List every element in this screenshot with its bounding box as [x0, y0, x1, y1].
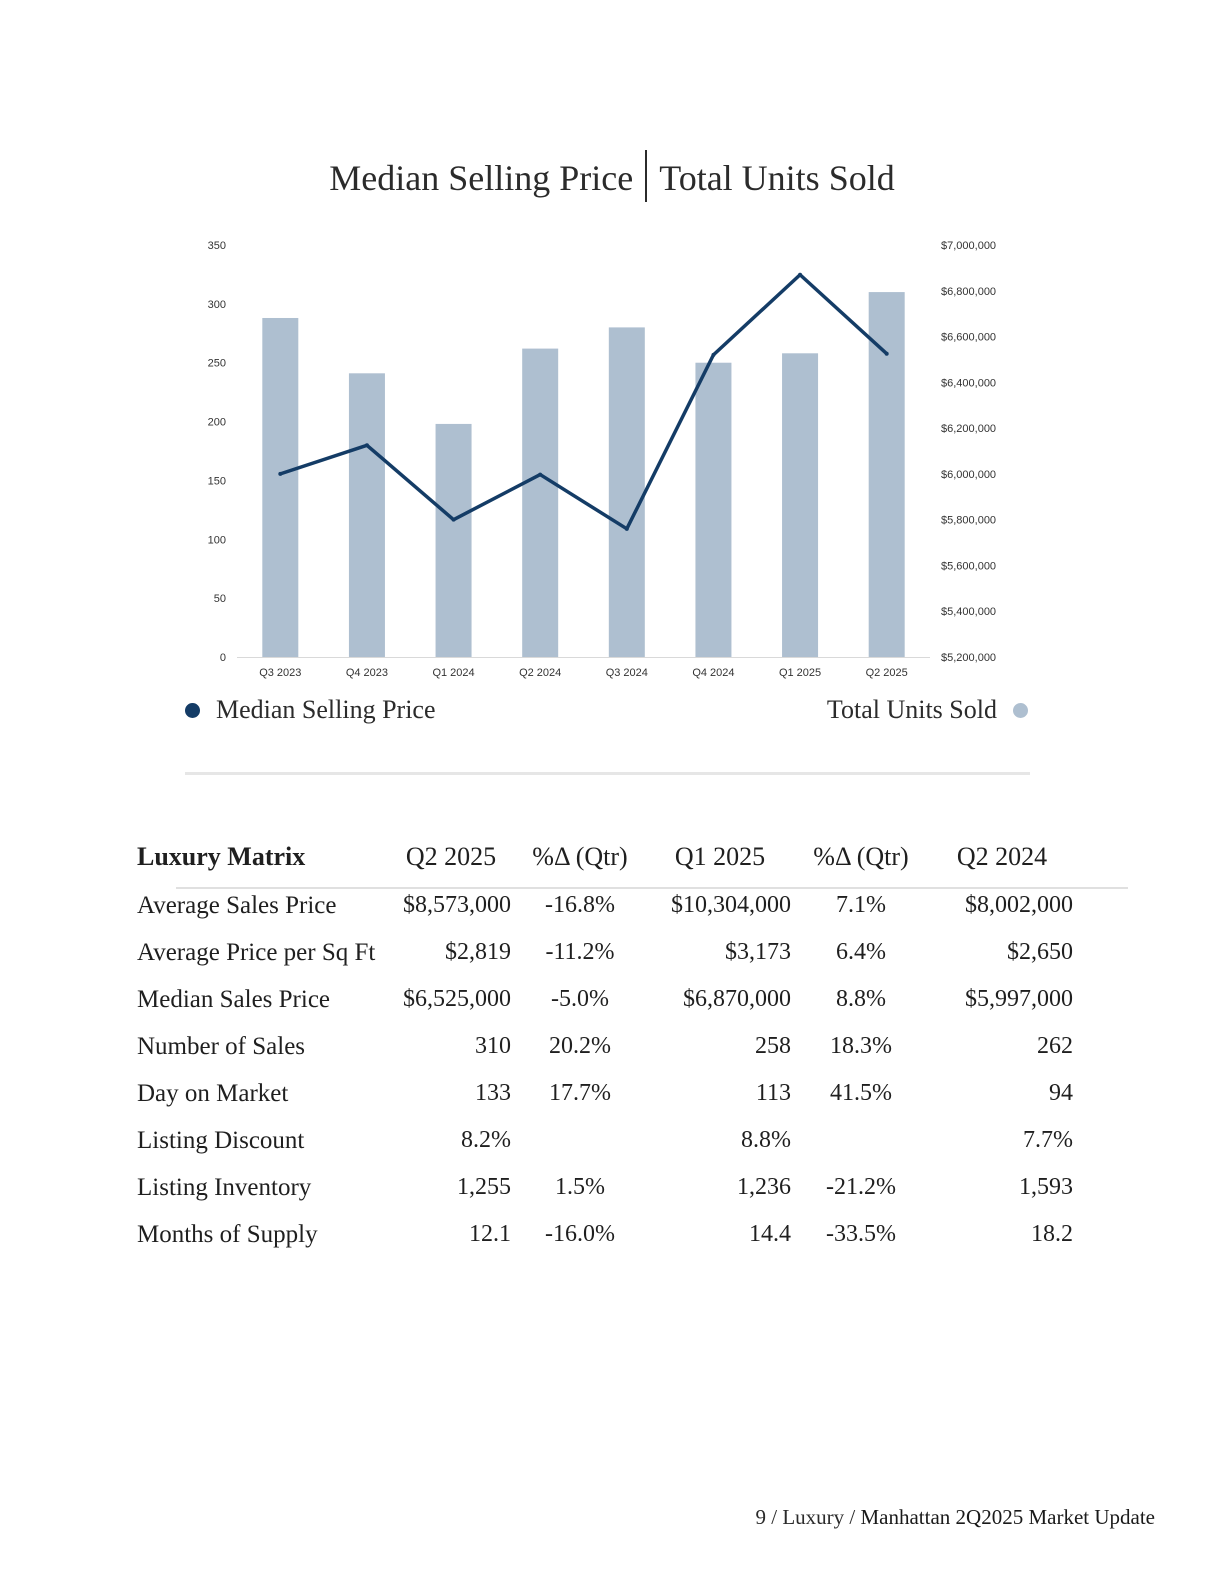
luxury-matrix-table [137, 832, 1077, 1258]
header-q2-2025: Q2 2025 [405, 842, 497, 871]
cell-pct-1 [515, 1117, 645, 1164]
header-q1-2025: Q1 2025 [674, 842, 766, 871]
line-point-median-selling-price [365, 443, 369, 447]
cell-pct-2: 6.4% [836, 939, 886, 965]
right-axis-tick-label: $6,800,000 [941, 285, 997, 298]
header-pct-change-1: %Δ (Qtr) [532, 842, 628, 871]
cell-q2-2024: 18.2 [1031, 1221, 1073, 1247]
right-axis-tick-label: $6,200,000 [941, 423, 997, 436]
table-row [137, 1070, 1077, 1117]
cell-q1-2025: 1,236 [737, 1174, 791, 1200]
page-footer: 9 / Luxury / Manhattan 2Q2025 Market Update [755, 1505, 1155, 1529]
footer-page-number: 9 [755, 1505, 766, 1529]
row-label: Day on Market [137, 1079, 289, 1107]
right-axis-tick-label: $5,600,000 [941, 560, 997, 573]
right-axis-tick-label: $6,400,000 [941, 377, 997, 390]
cell-q2-2024: $2,650 [1007, 939, 1073, 965]
cell-pct-1: 17.7% [549, 1080, 611, 1106]
right-axis-tick-label: $6,000,000 [941, 468, 997, 481]
bar-total-units-sold [262, 318, 298, 657]
bar-total-units-sold [436, 424, 472, 657]
bar-total-units-sold [349, 373, 385, 657]
cell-pct-2: -21.2% [826, 1174, 896, 1200]
legend-bar-label: Total Units Sold [826, 695, 997, 724]
table-row [137, 882, 1077, 929]
legend-line-marker [185, 703, 200, 718]
x-axis-tick-label: Q3 2024 [605, 667, 648, 679]
cell-q2-2024: 262 [1037, 1033, 1073, 1059]
bar-total-units-sold [869, 292, 905, 657]
legend-line [185, 695, 436, 725]
footer-section: Luxury [782, 1505, 845, 1529]
x-axis-tick-label: Q2 2024 [519, 667, 562, 679]
cell-q1-2025: 258 [755, 1033, 791, 1059]
legend-bar-marker [1013, 703, 1028, 718]
cell-q2-2025: $6,525,000 [403, 986, 511, 1012]
cell-q1-2025: $3,173 [725, 939, 791, 965]
line-point-median-selling-price [798, 273, 802, 277]
cell-q2-2025: 12.1 [469, 1221, 511, 1247]
line-point-median-selling-price [278, 472, 282, 476]
table-row [137, 1164, 1077, 1211]
cell-pct-1: -5.0% [551, 986, 609, 1012]
cell-q2-2024: $5,997,000 [965, 986, 1073, 1012]
cell-pct-1: -16.8% [545, 892, 615, 918]
table-header-row [137, 832, 1077, 882]
left-axis-tick-label: 100 [207, 534, 226, 547]
cell-pct-2: 7.1% [836, 892, 886, 918]
x-axis-tick-label: Q1 2024 [432, 667, 475, 679]
left-axis-tick-label: 0 [219, 652, 226, 664]
cell-pct-1: 1.5% [555, 1174, 605, 1200]
bar-total-units-sold [522, 349, 558, 657]
right-axis-tick-label: $6,600,000 [941, 331, 997, 344]
cell-pct-2: -33.5% [826, 1221, 896, 1247]
table-row [137, 929, 1077, 976]
left-axis-tick-label: 250 [207, 357, 226, 370]
chart-title-left: Median Selling Price [329, 158, 634, 198]
right-axis-tick-label: $5,800,000 [941, 514, 997, 527]
left-axis-tick-label: 150 [207, 475, 226, 488]
line-point-median-selling-price [538, 473, 542, 477]
x-axis-tick-label: Q4 2023 [345, 667, 389, 679]
table-row [137, 976, 1077, 1023]
cell-pct-1: 20.2% [549, 1033, 611, 1059]
cell-q2-2025: 1,255 [457, 1174, 511, 1200]
x-axis-tick-label: Q1 2025 [778, 667, 822, 679]
row-label: Listing Discount [137, 1126, 305, 1154]
table-row [137, 1211, 1077, 1258]
right-axis-tick-label: $5,200,000 [941, 652, 997, 664]
cell-pct-2 [795, 1117, 927, 1164]
cell-q1-2025: $10,304,000 [671, 892, 791, 918]
line-point-median-selling-price [452, 518, 456, 522]
cell-q2-2025: 133 [475, 1080, 511, 1106]
row-label: Number of Sales [137, 1032, 306, 1060]
x-axis-tick-label: Q3 2023 [259, 667, 302, 679]
right-axis-tick-label: $7,000,000 [941, 240, 997, 252]
left-axis-tick-label: 300 [207, 298, 226, 311]
cell-q2-2024: 1,593 [1019, 1174, 1073, 1200]
cell-q1-2025: 14.4 [749, 1221, 791, 1247]
cell-pct-1: -16.0% [545, 1221, 615, 1247]
row-label: Average Price per Sq Ft [137, 938, 376, 966]
bar-total-units-sold [609, 327, 645, 657]
cell-q2-2024: 7.7% [1023, 1127, 1073, 1153]
row-label: Average Sales Price [137, 891, 337, 919]
table-header-underline [176, 887, 1128, 889]
right-axis-tick-label: $5,400,000 [941, 606, 997, 619]
x-axis-tick-label: Q4 2024 [692, 667, 735, 679]
header-luxury-matrix: Luxury Matrix [137, 842, 306, 871]
bar-total-units-sold [695, 363, 731, 657]
cell-pct-1: -11.2% [545, 939, 615, 965]
left-axis-tick-label: 350 [207, 240, 226, 252]
cell-q2-2024: $8,002,000 [965, 892, 1073, 918]
table-row [137, 1023, 1077, 1070]
cell-q2-2025: $8,573,000 [403, 892, 511, 918]
table-row [137, 1117, 1077, 1164]
cell-q2-2024: 94 [1049, 1080, 1073, 1106]
chart-title-right: Total Units Sold [659, 158, 895, 198]
cell-q1-2025: $6,870,000 [683, 986, 791, 1012]
cell-q2-2025: 310 [475, 1033, 511, 1059]
row-label: Listing Inventory [137, 1173, 312, 1201]
row-label: Months of Supply [137, 1220, 318, 1248]
x-axis-tick-label: Q2 2025 [865, 667, 908, 679]
line-point-median-selling-price [885, 352, 889, 356]
footer-publication: Manhattan 2Q2025 Market Update [860, 1505, 1155, 1529]
cell-pct-2: 18.3% [830, 1033, 892, 1059]
bar-total-units-sold [782, 353, 818, 657]
left-axis-tick-label: 200 [207, 416, 226, 429]
row-label: Median Sales Price [137, 985, 331, 1013]
cell-q1-2025: 113 [755, 1080, 791, 1106]
cell-pct-2: 8.8% [836, 986, 886, 1012]
legend-bar [827, 695, 1028, 725]
combo-chart [0, 0, 1224, 700]
line-point-median-selling-price [625, 527, 629, 531]
header-pct-change-2: %Δ (Qtr) [813, 842, 909, 871]
legend-line-label: Median Selling Price [216, 695, 436, 724]
cell-q2-2025: 8.2% [461, 1127, 511, 1153]
line-point-median-selling-price [711, 353, 715, 357]
left-axis-tick-label: 50 [213, 593, 226, 606]
section-divider [185, 772, 1030, 775]
cell-pct-2: 41.5% [830, 1080, 892, 1106]
header-q2-2024: Q2 2024 [956, 842, 1048, 871]
cell-q2-2025: $2,819 [445, 939, 511, 965]
cell-q1-2025: 8.8% [741, 1127, 791, 1153]
